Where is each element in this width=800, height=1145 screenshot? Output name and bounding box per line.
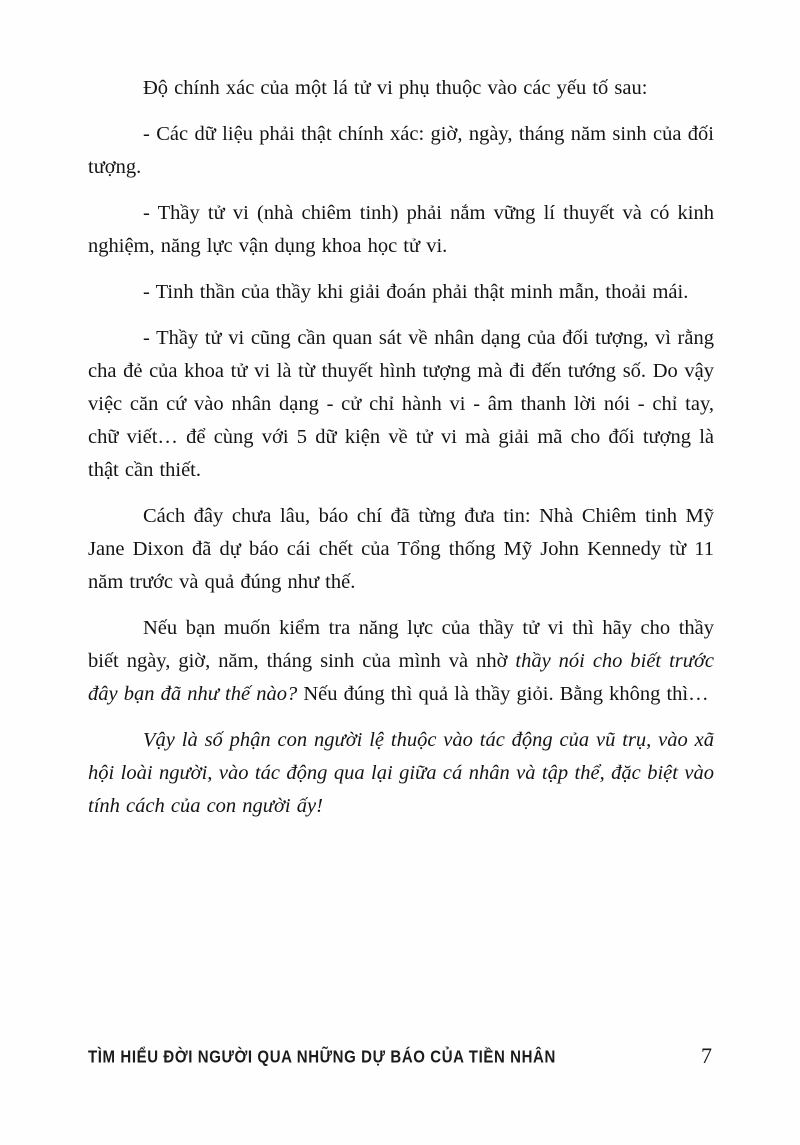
paragraph-test-advice-italic: thầy nói cho biết trước đây bạn đã như thế nào? [88, 650, 714, 705]
paragraph-bullet-data: - Các dữ liệu phải thật chính xác: giờ, ngày, tháng năm sinh của đối tượng. [88, 123, 714, 178]
paragraph-test-advice [88, 612, 714, 711]
body-text [88, 72, 714, 836]
page-footer [88, 1043, 712, 1069]
paragraph-conclusion: Vậy là số phận con người lệ thuộc vào tác động của vũ trụ, vào xã hội loài người, vào tác động qua lại giữa cá nhân và tập thể, đặc biệt vào tính cách của con người ấy! [88, 729, 714, 817]
page-number: 7 [701, 1043, 712, 1068]
paragraph-bullet-observation: - Thầy tử vi cũng cần quan sát về nhân dạng của đối tượng, vì rằng cha đẻ của khoa tử vi là từ thuyết hình tượng mà đi đến tướng số. Do vậy việc căn cứ vào nhân dạng - cử chỉ hành vi - âm thanh lời nói - chỉ tay, chữ viết… để cùng với 5 dữ kiện về tử vi mà giải mã cho đối tượng là thật cần thiết. [88, 327, 714, 481]
paragraph-intro: Độ chính xác của một lá tử vi phụ thuộc vào các yếu tố sau: [143, 77, 648, 99]
paragraph-bullet-spirit: - Tinh thần của thầy khi giải đoán phải thật minh mẫn, thoải mái. [143, 281, 689, 303]
paragraph-bullet-astrologer: - Thầy tử vi (nhà chiêm tinh) phải nắm vững lí thuyết và có kinh nghiệm, năng lực vận dụng khoa học tử vi. [88, 202, 714, 257]
paragraph-test-advice-part2: Nếu đúng thì quả là thầy giỏi. Bằng không thì… [297, 683, 709, 705]
running-book-title: TÌM HIỂU ĐỜI NGƯỜI QUA NHỮNG DỰ BÁO CỦA TIỀN NHÂN [88, 1047, 556, 1067]
paragraph-test-advice-part1: Nếu bạn muốn kiểm tra năng lực của thầy tử vi thì hãy cho thầy biết ngày, giờ, năm, tháng sinh của mình và nhờ [88, 617, 714, 672]
paragraph-jane-dixon: Cách đây chưa lâu, báo chí đã từng đưa tin: Nhà Chiêm tinh Mỹ Jane Dixon đã dự báo cái chết của Tổng thống Mỹ John Kennedy từ 11 năm trước và quả đúng như thế. [88, 505, 714, 593]
